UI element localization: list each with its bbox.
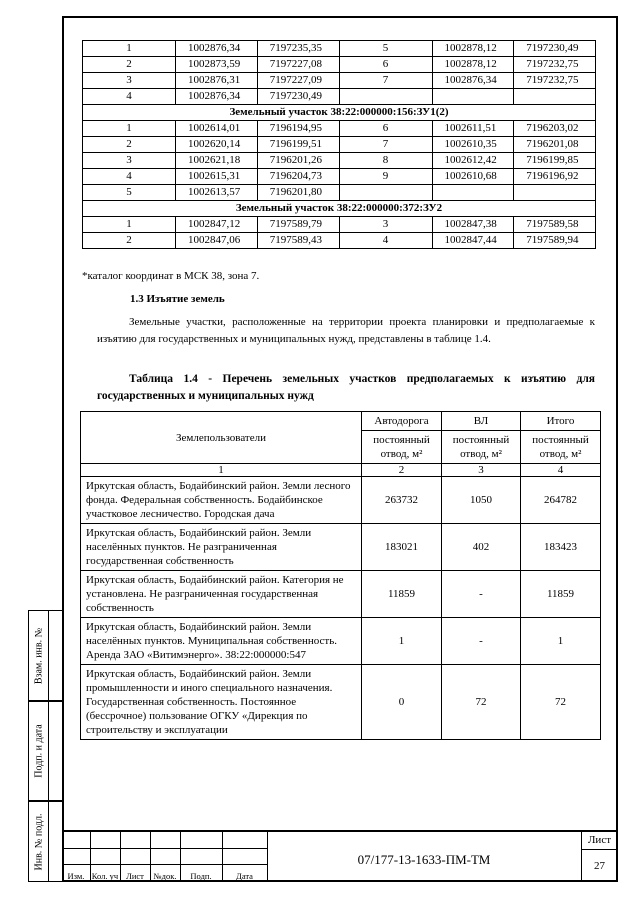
table-cell: 7196201,80: [257, 185, 339, 201]
table-cell: 1: [83, 41, 176, 57]
stamp-divider: [48, 610, 49, 882]
title-block-header-date: Дата: [236, 871, 253, 881]
table-cell: 7197235,35: [257, 41, 339, 57]
table-cell: 7196201,08: [514, 137, 596, 153]
section-row: [83, 105, 596, 121]
land-road-cell: 1: [362, 618, 442, 665]
table-cell: 3: [339, 217, 432, 233]
land-desc-cell: Иркутская область, Бодайбинский район. Категория не установлена. Не разграниченная государственная собственность: [81, 571, 362, 618]
table-row: [83, 73, 596, 89]
table-cell: 1002614,01: [176, 121, 258, 137]
table-cell: 1002878,12: [432, 57, 514, 73]
table-cell: 7197230,49: [257, 89, 339, 105]
table-cell: 1002610,35: [432, 137, 514, 153]
table-cell: 1: [83, 217, 176, 233]
land-desc-cell: Иркутская область, Бодайбинский район. Земли населённых пунктов. Муниципальная собственность. Аренда ЗАО «Витимэнерго». 38:22:000000:547: [81, 618, 362, 665]
table-cell: 7197232,75: [514, 57, 596, 73]
land-road-cell: 263732: [362, 477, 442, 524]
header-land-users: Землепользователи: [81, 412, 362, 464]
table-cell: 7197227,09: [257, 73, 339, 89]
table-cell: 7196199,85: [514, 153, 596, 169]
table-cell: [339, 89, 432, 105]
table-cell: [432, 185, 514, 201]
table-row: [83, 121, 596, 137]
land-vl-cell: -: [442, 618, 521, 665]
land-vl-cell: -: [442, 571, 521, 618]
body-paragraph: Земельные участки, расположенные на территории проекта планировки и предполагаемые к изъятию для государственных и муниципальных нужд, представлены в таблице 1.4.: [97, 316, 595, 345]
land-total-cell: 183423: [521, 524, 601, 571]
land-road-cell: 183021: [362, 524, 442, 571]
table-cell: 7196204,73: [257, 169, 339, 185]
table-cell: 1002613,57: [176, 185, 258, 201]
land-desc-cell: Иркутская область, Бодайбинский район. Земли промышленности и иного специального назначения. Государственная собственность. Постоянное (бессрочное) пользование ОГКУ «Дирекция по строительству и эксплуатации: [81, 665, 362, 740]
table-cell: 9: [339, 169, 432, 185]
table-cell: 1002615,31: [176, 169, 258, 185]
stamp-label-signature-date: Подп. и дата: [33, 724, 45, 778]
table-cell: 2: [83, 57, 176, 73]
table-cell: 1002847,06: [176, 233, 258, 249]
stamp-label-replacement-inv: Взам. инв. №: [33, 627, 45, 684]
title-block-header-sheet: Лист: [126, 871, 144, 881]
title-block-header-doc: №док.: [153, 871, 177, 881]
land-total-cell: 72: [521, 665, 601, 740]
table-cell: 6: [339, 121, 432, 137]
land-total-cell: 264782: [521, 477, 601, 524]
table-cell: [339, 185, 432, 201]
table-cell: 7197227,08: [257, 57, 339, 73]
table-cell: 1002847,44: [432, 233, 514, 249]
stamp-cell: [28, 701, 64, 801]
table-row: [83, 41, 596, 57]
table-row: [83, 137, 596, 153]
document-code: 07/177-13-1633-ПМ-ТМ: [357, 852, 491, 867]
land-withdrawal-table: [80, 411, 601, 740]
column-number: 3: [442, 464, 521, 477]
table-row: [81, 618, 601, 665]
table-cell: 7197589,94: [514, 233, 596, 249]
header-vl: ВЛ: [442, 412, 521, 431]
table-cell: 1002876,34: [432, 73, 514, 89]
table-cell: 8: [339, 153, 432, 169]
coordinate-note: *каталог координат в МСК 38, зона 7.: [82, 270, 260, 282]
table-cell: 1002878,12: [432, 41, 514, 57]
table-cell: 7196201,26: [257, 153, 339, 169]
land-vl-cell: 1050: [442, 477, 521, 524]
table-cell: 1002610,68: [432, 169, 514, 185]
coordinates-table: [82, 40, 596, 249]
table-row: [83, 57, 596, 73]
table-cell: 1002847,38: [432, 217, 514, 233]
table-cell: 7196196,92: [514, 169, 596, 185]
land-road-cell: 0: [362, 665, 442, 740]
land-vl-cell: 72: [442, 665, 521, 740]
land-desc-cell: Иркутская область, Бодайбинский район. Земли лесного фонда. Федеральная собственность. Бодайбинское участковое лесничество. Городская дача: [81, 477, 362, 524]
land-total-cell: 11859: [521, 571, 601, 618]
sheet-label: Лист: [587, 834, 612, 846]
table-cell: 7197589,79: [257, 217, 339, 233]
table-cell: 1: [83, 121, 176, 137]
table-row: [81, 665, 601, 740]
table-row: [83, 169, 596, 185]
title-block-header-count: Кол. уч: [91, 871, 119, 881]
table-cell: 2: [83, 233, 176, 249]
section-heading: 1.3 Изъятие земель: [130, 293, 225, 305]
column-number: 2: [362, 464, 442, 477]
section-title: Земельный участок 38:22:000000:156:ЗУ1(2): [83, 105, 596, 121]
table-cell: 1002612,42: [432, 153, 514, 169]
table-row: [81, 524, 601, 571]
table-cell: [514, 185, 596, 201]
subheader-vl: постоянный отвод, м²: [442, 431, 521, 464]
table-row: [83, 185, 596, 201]
table-cell: 3: [83, 153, 176, 169]
table-cell: 7197589,43: [257, 233, 339, 249]
land-road-cell: 11859: [362, 571, 442, 618]
table-row: [81, 477, 601, 524]
table-cell: 1002876,34: [176, 41, 258, 57]
title-block: [62, 830, 618, 882]
section-row: [83, 201, 596, 217]
title-block-header-signature: Подп.: [190, 871, 212, 881]
table-cell: 4: [339, 233, 432, 249]
table-cell: 2: [83, 137, 176, 153]
sheet-number: 27: [594, 860, 605, 872]
stamp-label-original-inv: Инв. № подл.: [33, 813, 45, 870]
table-cell: 7197230,49: [514, 41, 596, 57]
table-cell: 1002847,12: [176, 217, 258, 233]
title-block-header-change: Изм.: [67, 871, 85, 881]
table-cell: 7: [339, 73, 432, 89]
table-cell: 7196203,02: [514, 121, 596, 137]
table-caption: Таблица 1.4 - Перечень земельных участков предполагаемых к изъятию для государственных и муниципальных нужд: [97, 373, 595, 402]
side-stamp: [28, 610, 64, 882]
header-total: Итого: [521, 412, 601, 431]
table-cell: 1002873,59: [176, 57, 258, 73]
table-cell: 7196199,51: [257, 137, 339, 153]
land-vl-cell: 402: [442, 524, 521, 571]
table-cell: 1002876,31: [176, 73, 258, 89]
header-road: Автодорога: [362, 412, 442, 431]
stamp-cell: [28, 801, 64, 882]
table-row: [83, 217, 596, 233]
table-cell: 1002611,51: [432, 121, 514, 137]
table-cell: 5: [339, 41, 432, 57]
table-cell: 1002621,18: [176, 153, 258, 169]
table-cell: 5: [83, 185, 176, 201]
table-row: [81, 571, 601, 618]
subheader-road: постоянный отвод, м²: [362, 431, 442, 464]
land-total-cell: 1: [521, 618, 601, 665]
table-cell: 1002620,14: [176, 137, 258, 153]
table-row: [83, 153, 596, 169]
column-number: 4: [521, 464, 601, 477]
table-cell: [514, 89, 596, 105]
table-cell: 3: [83, 73, 176, 89]
table-row: [83, 233, 596, 249]
table-cell: [432, 89, 514, 105]
section-title: Земельный участок 38:22:000000:372:ЗУ2: [83, 201, 596, 217]
stamp-cell: [28, 610, 64, 701]
table-cell: 7: [339, 137, 432, 153]
table-cell: 6: [339, 57, 432, 73]
subheader-total: постоянный отвод, м²: [521, 431, 601, 464]
land-desc-cell: Иркутская область, Бодайбинский район. Земли населённых пунктов. Не разграниченная государственная собственность: [81, 524, 362, 571]
table-cell: 7197589,58: [514, 217, 596, 233]
table-cell: 7197232,75: [514, 73, 596, 89]
table-cell: 7196194,95: [257, 121, 339, 137]
table-cell: 1002876,34: [176, 89, 258, 105]
table-cell: 4: [83, 169, 176, 185]
column-number: 1: [81, 464, 362, 477]
table-row: [83, 89, 596, 105]
table-cell: 4: [83, 89, 176, 105]
